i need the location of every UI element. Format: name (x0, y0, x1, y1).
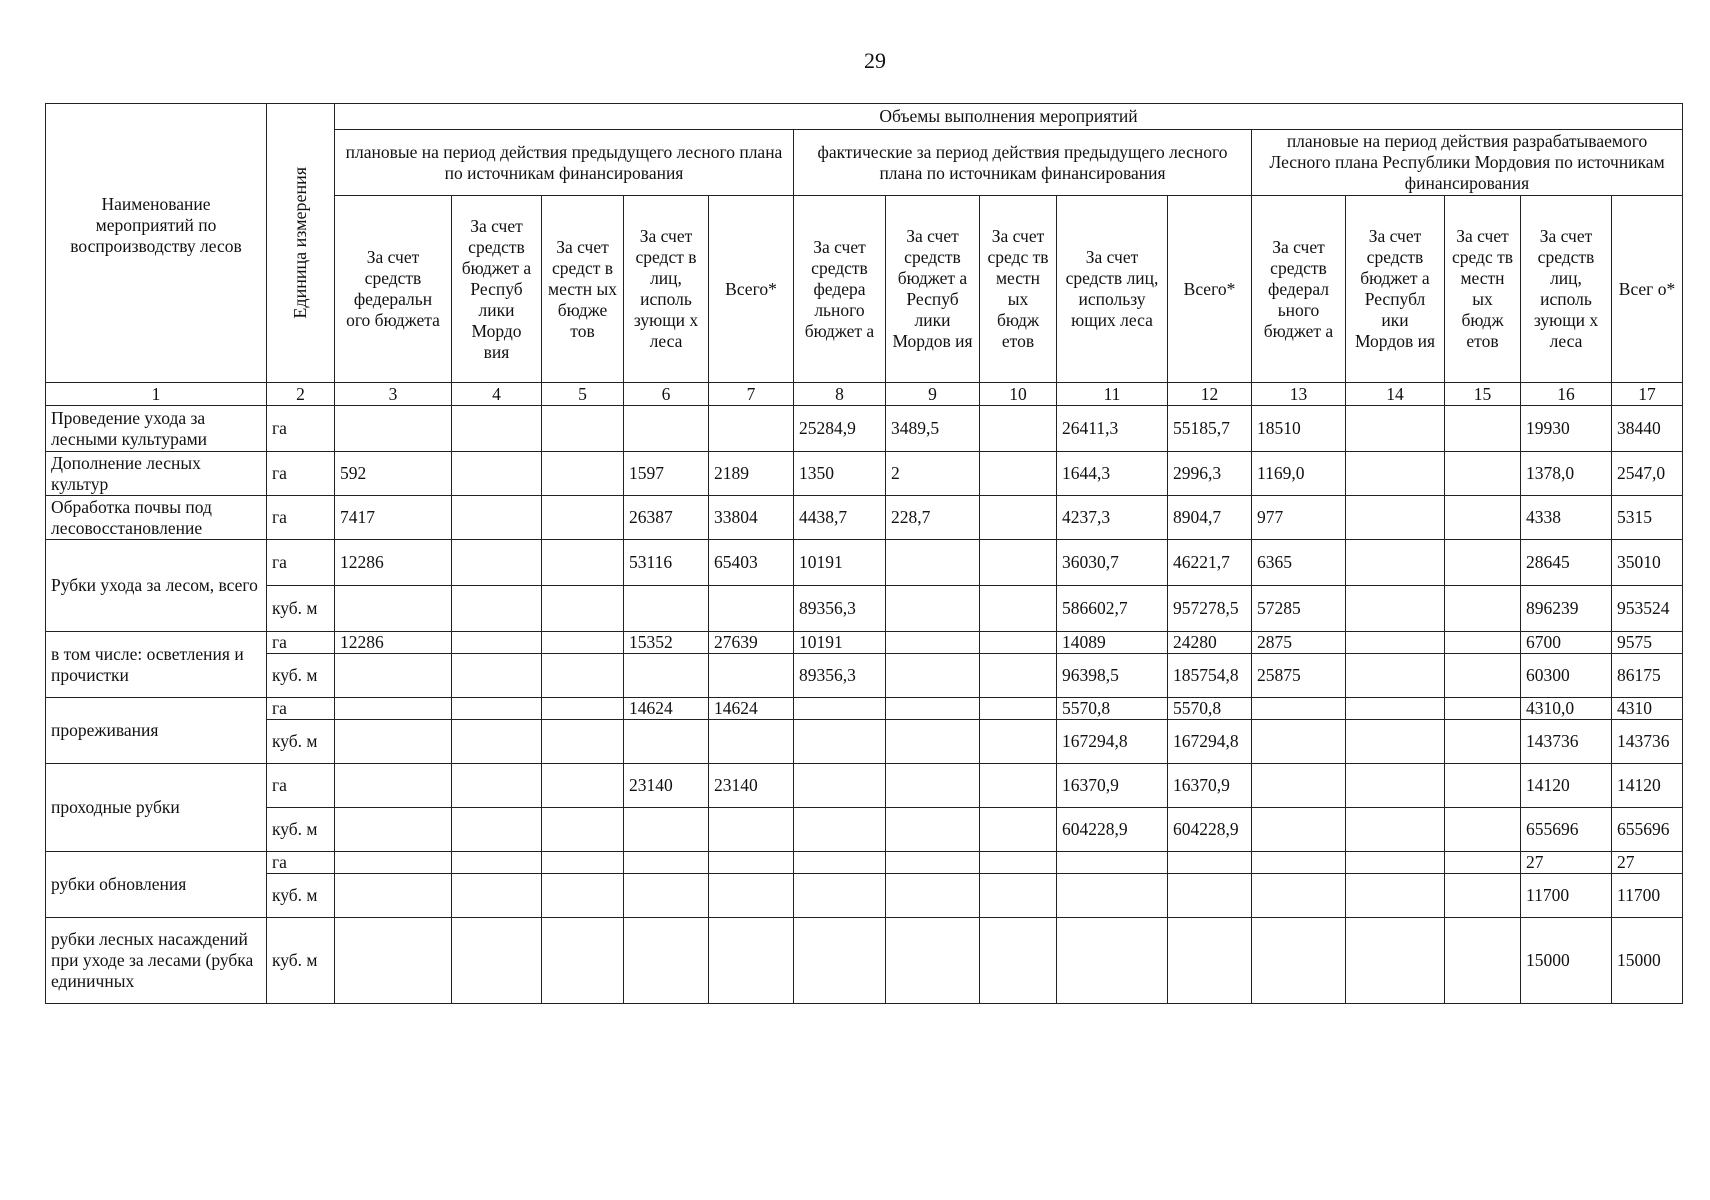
cell-c3 (335, 720, 452, 764)
cell-c3: 7417 (335, 496, 452, 540)
cell-c4 (452, 808, 542, 852)
cell-c8: 25284,9 (794, 406, 886, 452)
cell-c15 (1445, 452, 1521, 496)
table-body (46, 406, 1683, 1004)
cell-c8 (794, 698, 886, 720)
cell-c15 (1445, 918, 1521, 1004)
row-name: рубки обновления (46, 852, 267, 918)
table-row (46, 452, 1683, 496)
forest-reproduction-table (45, 103, 1683, 1004)
cell-c7 (709, 918, 794, 1004)
cell-c16: 6700 (1521, 632, 1612, 654)
header-g2-total: Всего* (1168, 196, 1252, 383)
column-number: 1 (46, 383, 267, 406)
cell-c15 (1445, 874, 1521, 918)
cell-c7 (709, 720, 794, 764)
cell-c3: 592 (335, 452, 452, 496)
page-number: 29 (864, 48, 886, 73)
header-group-actual-previous: фактические за период действия предыдущего лесного плана по источникам финансирования (794, 130, 1252, 196)
cell-c8 (794, 764, 886, 808)
cell-c5 (542, 540, 624, 586)
cell-c10 (980, 452, 1057, 496)
cell-c5 (542, 720, 624, 764)
cell-c10 (980, 632, 1057, 654)
cell-c12: 957278,5 (1168, 586, 1252, 632)
cell-c12: 167294,8 (1168, 720, 1252, 764)
table-row (46, 632, 1683, 654)
cell-c9 (886, 874, 980, 918)
cell-c17: 5315 (1612, 496, 1683, 540)
cell-c17: 35010 (1612, 540, 1683, 586)
cell-c5 (542, 632, 624, 654)
column-number: 8 (794, 383, 886, 406)
cell-c14 (1346, 720, 1445, 764)
column-number: 16 (1521, 383, 1612, 406)
cell-c5 (542, 852, 624, 874)
cell-c11: 586602,7 (1057, 586, 1168, 632)
cell-c12 (1168, 874, 1252, 918)
cell-c12: 8904,7 (1168, 496, 1252, 540)
cell-c12: 55185,7 (1168, 406, 1252, 452)
cell-c13: 57285 (1252, 586, 1346, 632)
cell-c16: 28645 (1521, 540, 1612, 586)
row-unit: га (267, 852, 335, 874)
cell-c11: 26411,3 (1057, 406, 1168, 452)
cell-c15 (1445, 540, 1521, 586)
table-row (46, 540, 1683, 586)
cell-c7 (709, 874, 794, 918)
header-group-planned-previous: плановые на период действия предыдущего лесного плана по источникам финансирования (335, 130, 794, 196)
cell-c8: 1350 (794, 452, 886, 496)
row-unit: га (267, 698, 335, 720)
cell-c10 (980, 654, 1057, 698)
cell-c3 (335, 406, 452, 452)
cell-c17: 655696 (1612, 808, 1683, 852)
cell-c14 (1346, 808, 1445, 852)
cell-c14 (1346, 540, 1445, 586)
table-row (46, 720, 1683, 764)
cell-c17: 86175 (1612, 654, 1683, 698)
cell-c15 (1445, 632, 1521, 654)
row-unit: га (267, 452, 335, 496)
header-unit-label: Единица измерения (290, 167, 310, 319)
header-g1-total: Всего* (709, 196, 794, 383)
cell-c4 (452, 852, 542, 874)
header-row-1 (46, 104, 1683, 130)
cell-c9 (886, 540, 980, 586)
cell-c12 (1168, 852, 1252, 874)
cell-c12: 2996,3 (1168, 452, 1252, 496)
cell-c12 (1168, 918, 1252, 1004)
cell-c13 (1252, 852, 1346, 874)
row-name: Рубки ухода за лесом, всего (46, 540, 267, 632)
cell-c4 (452, 654, 542, 698)
cell-c17: 15000 (1612, 918, 1683, 1004)
cell-c14 (1346, 918, 1445, 1004)
cell-c6 (624, 586, 709, 632)
cell-c13 (1252, 764, 1346, 808)
cell-c9 (886, 720, 980, 764)
cell-c7: 27639 (709, 632, 794, 654)
table-row (46, 808, 1683, 852)
cell-c8: 89356,3 (794, 586, 886, 632)
cell-c9 (886, 654, 980, 698)
row-name: Проведение ухода за лесными культурами (46, 406, 267, 452)
cell-c15 (1445, 654, 1521, 698)
cell-c6: 23140 (624, 764, 709, 808)
cell-c13: 6365 (1252, 540, 1346, 586)
table-row (46, 406, 1683, 452)
cell-c14 (1346, 452, 1445, 496)
cell-c8: 10191 (794, 632, 886, 654)
cell-c7: 65403 (709, 540, 794, 586)
cell-c7: 2189 (709, 452, 794, 496)
cell-c16: 4338 (1521, 496, 1612, 540)
cell-c17: 4310 (1612, 698, 1683, 720)
cell-c13 (1252, 808, 1346, 852)
cell-c8 (794, 852, 886, 874)
row-unit: куб. м (267, 874, 335, 918)
cell-c4 (452, 632, 542, 654)
cell-c4 (452, 586, 542, 632)
cell-c12: 604228,9 (1168, 808, 1252, 852)
row-name: Дополнение лесных культур (46, 452, 267, 496)
cell-c5 (542, 808, 624, 852)
cell-c11 (1057, 852, 1168, 874)
cell-c5 (542, 698, 624, 720)
cell-c4 (452, 496, 542, 540)
column-number: 11 (1057, 383, 1168, 406)
table-row (46, 654, 1683, 698)
cell-c6: 53116 (624, 540, 709, 586)
column-number: 6 (624, 383, 709, 406)
cell-c5 (542, 654, 624, 698)
cell-c11: 1644,3 (1057, 452, 1168, 496)
column-number: 10 (980, 383, 1057, 406)
row-name: проходные рубки (46, 764, 267, 852)
cell-c14 (1346, 764, 1445, 808)
cell-c10 (980, 874, 1057, 918)
row-unit: куб. м (267, 586, 335, 632)
cell-c9 (886, 764, 980, 808)
cell-c17: 2547,0 (1612, 452, 1683, 496)
cell-c3 (335, 852, 452, 874)
cell-c16: 15000 (1521, 918, 1612, 1004)
cell-c9: 228,7 (886, 496, 980, 540)
header-g3-republic: За счет средств бюджет а Республ ики Мордов ия (1346, 196, 1445, 383)
cell-c14 (1346, 406, 1445, 452)
cell-c13 (1252, 720, 1346, 764)
cell-c15 (1445, 496, 1521, 540)
cell-c17: 9575 (1612, 632, 1683, 654)
cell-c11 (1057, 874, 1168, 918)
cell-c8 (794, 918, 886, 1004)
cell-c3 (335, 874, 452, 918)
cell-c9 (886, 808, 980, 852)
cell-c4 (452, 406, 542, 452)
cell-c4 (452, 698, 542, 720)
cell-c10 (980, 764, 1057, 808)
cell-c14 (1346, 698, 1445, 720)
cell-c10 (980, 406, 1057, 452)
cell-c3 (335, 698, 452, 720)
header-g1-local: За счет средст в местн ых бюдже тов (542, 196, 624, 383)
cell-c8 (794, 874, 886, 918)
header-g2-persons: За счет средств лиц, использу ющих леса (1057, 196, 1168, 383)
cell-c7 (709, 654, 794, 698)
column-number: 7 (709, 383, 794, 406)
cell-c9 (886, 586, 980, 632)
cell-c6 (624, 654, 709, 698)
header-g3-federal: За счет средств федерал ьного бюджет а (1252, 196, 1346, 383)
cell-c9: 3489,5 (886, 406, 980, 452)
row-unit: га (267, 764, 335, 808)
row-unit: куб. м (267, 808, 335, 852)
cell-c10 (980, 496, 1057, 540)
header-g3-persons: За счет средств лиц, исполь зующи х леса (1521, 196, 1612, 383)
table-row (46, 698, 1683, 720)
row-unit: куб. м (267, 918, 335, 1004)
cell-c12: 16370,9 (1168, 764, 1252, 808)
cell-c17: 143736 (1612, 720, 1683, 764)
table-row (46, 918, 1683, 1004)
cell-c7 (709, 406, 794, 452)
cell-c11: 604228,9 (1057, 808, 1168, 852)
cell-c9 (886, 698, 980, 720)
column-number: 4 (452, 383, 542, 406)
table-row (46, 496, 1683, 540)
header-g1-republic: За счет средств бюджет а Респуб лики Мордо вия (452, 196, 542, 383)
cell-c14 (1346, 632, 1445, 654)
cell-c13 (1252, 918, 1346, 1004)
cell-c7: 14624 (709, 698, 794, 720)
cell-c15 (1445, 764, 1521, 808)
table-row (46, 764, 1683, 808)
cell-c5 (542, 452, 624, 496)
row-unit: га (267, 406, 335, 452)
cell-c13 (1252, 874, 1346, 918)
row-unit: куб. м (267, 720, 335, 764)
cell-c4 (452, 452, 542, 496)
cell-c10 (980, 720, 1057, 764)
cell-c13: 25875 (1252, 654, 1346, 698)
cell-c3 (335, 764, 452, 808)
cell-c14 (1346, 496, 1445, 540)
cell-c15 (1445, 586, 1521, 632)
column-number: 12 (1168, 383, 1252, 406)
cell-c16: 19930 (1521, 406, 1612, 452)
cell-c6 (624, 720, 709, 764)
cell-c4 (452, 720, 542, 764)
column-number: 5 (542, 383, 624, 406)
cell-c10 (980, 808, 1057, 852)
cell-c16: 143736 (1521, 720, 1612, 764)
cell-c9 (886, 852, 980, 874)
cell-c10 (980, 852, 1057, 874)
header-g2-local: За счет средс тв местн ых бюдж етов (980, 196, 1057, 383)
row-name: прореживания (46, 698, 267, 764)
row-name: в том числе: осветления и прочистки (46, 632, 267, 698)
cell-c5 (542, 764, 624, 808)
cell-c6: 15352 (624, 632, 709, 654)
column-number: 2 (267, 383, 335, 406)
cell-c11: 5570,8 (1057, 698, 1168, 720)
table-row (46, 874, 1683, 918)
cell-c10 (980, 698, 1057, 720)
cell-c3: 12286 (335, 540, 452, 586)
column-number-row (46, 383, 1683, 406)
cell-c6 (624, 874, 709, 918)
cell-c13: 1169,0 (1252, 452, 1346, 496)
cell-c16: 14120 (1521, 764, 1612, 808)
cell-c12: 24280 (1168, 632, 1252, 654)
header-g1-federal: За счет средств федеральн ого бюджета (335, 196, 452, 383)
cell-c13: 2875 (1252, 632, 1346, 654)
cell-c5 (542, 874, 624, 918)
header-name: Наименование мероприятий по воспроизводству лесов (46, 104, 267, 383)
cell-c4 (452, 874, 542, 918)
cell-c5 (542, 918, 624, 1004)
cell-c8 (794, 808, 886, 852)
cell-c7: 23140 (709, 764, 794, 808)
cell-c9 (886, 918, 980, 1004)
cell-c5 (542, 406, 624, 452)
cell-c11: 4237,3 (1057, 496, 1168, 540)
cell-c9: 2 (886, 452, 980, 496)
cell-c9 (886, 632, 980, 654)
header-group-planned-new: плановые на период действия разрабатываемого Лесного плана Республики Мордовия по источникам финансирования (1252, 130, 1683, 196)
cell-c17: 11700 (1612, 874, 1683, 918)
table-row (46, 852, 1683, 874)
cell-c8 (794, 720, 886, 764)
header-g1-persons: За счет средст в лиц, исполь зующи х леса (624, 196, 709, 383)
cell-c6: 14624 (624, 698, 709, 720)
cell-c4 (452, 764, 542, 808)
cell-c17: 14120 (1612, 764, 1683, 808)
cell-c13: 18510 (1252, 406, 1346, 452)
cell-c13 (1252, 698, 1346, 720)
cell-c15 (1445, 808, 1521, 852)
cell-c13: 977 (1252, 496, 1346, 540)
cell-c3 (335, 918, 452, 1004)
cell-c8: 4438,7 (794, 496, 886, 540)
column-number: 3 (335, 383, 452, 406)
column-number: 13 (1252, 383, 1346, 406)
cell-c16: 896239 (1521, 586, 1612, 632)
cell-c10 (980, 918, 1057, 1004)
cell-c7: 33804 (709, 496, 794, 540)
cell-c12: 185754,8 (1168, 654, 1252, 698)
cell-c15 (1445, 698, 1521, 720)
cell-c12: 5570,8 (1168, 698, 1252, 720)
cell-c6: 26387 (624, 496, 709, 540)
column-number: 14 (1346, 383, 1445, 406)
cell-c15 (1445, 720, 1521, 764)
cell-c7 (709, 808, 794, 852)
row-unit: га (267, 496, 335, 540)
cell-c10 (980, 540, 1057, 586)
cell-c8: 10191 (794, 540, 886, 586)
row-unit: га (267, 540, 335, 586)
column-number: 17 (1612, 383, 1683, 406)
cell-c8: 89356,3 (794, 654, 886, 698)
cell-c12: 46221,7 (1168, 540, 1252, 586)
cell-c3 (335, 586, 452, 632)
cell-c14 (1346, 874, 1445, 918)
cell-c14 (1346, 654, 1445, 698)
header-unit (267, 104, 335, 383)
column-number: 15 (1445, 383, 1521, 406)
header-g2-federal: За счет средств федера льного бюджет а (794, 196, 886, 383)
cell-c16: 4310,0 (1521, 698, 1612, 720)
cell-c15 (1445, 852, 1521, 874)
header-volumes: Объемы выполнения мероприятий (335, 104, 1683, 130)
cell-c4 (452, 540, 542, 586)
cell-c10 (980, 586, 1057, 632)
cell-c16: 655696 (1521, 808, 1612, 852)
row-unit: га (267, 632, 335, 654)
cell-c11 (1057, 918, 1168, 1004)
header-g3-total: Всег о* (1612, 196, 1683, 383)
cell-c17: 27 (1612, 852, 1683, 874)
cell-c11: 36030,7 (1057, 540, 1168, 586)
header-g3-local: За счет средс тв местн ых бюдж етов (1445, 196, 1521, 383)
cell-c7 (709, 586, 794, 632)
cell-c6 (624, 808, 709, 852)
cell-c3 (335, 654, 452, 698)
header-g2-republic: За счет средств бюджет а Респуб лики Мордов ия (886, 196, 980, 383)
cell-c17: 38440 (1612, 406, 1683, 452)
cell-c16: 11700 (1521, 874, 1612, 918)
cell-c16: 27 (1521, 852, 1612, 874)
cell-c11: 14089 (1057, 632, 1168, 654)
cell-c16: 60300 (1521, 654, 1612, 698)
cell-c16: 1378,0 (1521, 452, 1612, 496)
cell-c11: 167294,8 (1057, 720, 1168, 764)
cell-c14 (1346, 852, 1445, 874)
cell-c15 (1445, 406, 1521, 452)
cell-c4 (452, 918, 542, 1004)
cell-c5 (542, 586, 624, 632)
cell-c11: 96398,5 (1057, 654, 1168, 698)
row-name: Обработка почвы под лесовосстановление (46, 496, 267, 540)
cell-c6 (624, 918, 709, 1004)
row-name: рубки лесных насаждений при уходе за лесами (рубка единичных (46, 918, 267, 1004)
cell-c3: 12286 (335, 632, 452, 654)
row-unit: куб. м (267, 654, 335, 698)
cell-c6: 1597 (624, 452, 709, 496)
column-number: 9 (886, 383, 980, 406)
cell-c7 (709, 852, 794, 874)
cell-c3 (335, 808, 452, 852)
table-row (46, 586, 1683, 632)
cell-c6 (624, 406, 709, 452)
cell-c5 (542, 496, 624, 540)
cell-c11: 16370,9 (1057, 764, 1168, 808)
cell-c17: 953524 (1612, 586, 1683, 632)
cell-c6 (624, 852, 709, 874)
cell-c14 (1346, 586, 1445, 632)
